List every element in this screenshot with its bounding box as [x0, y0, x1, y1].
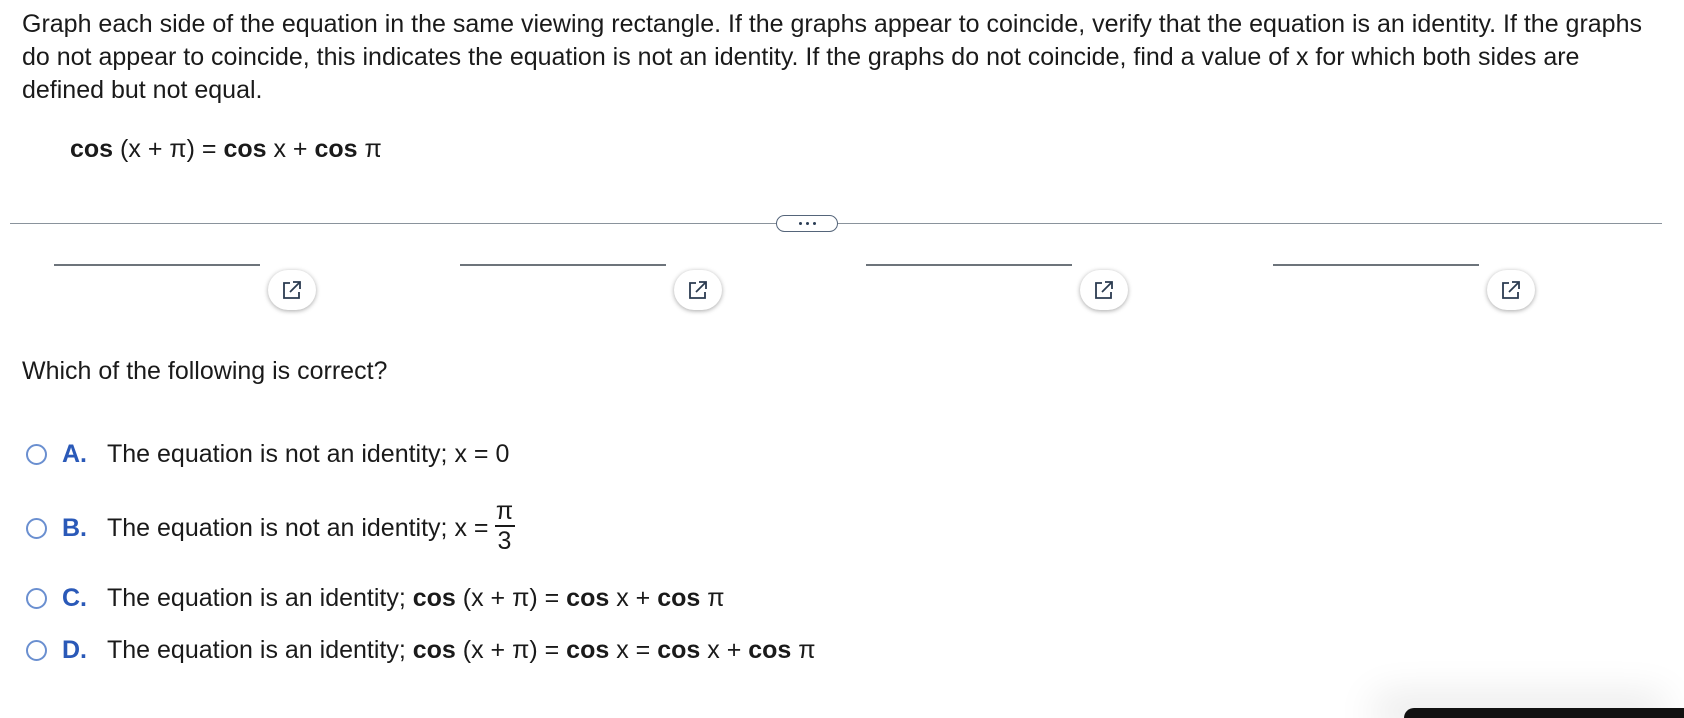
- option-d[interactable]: [26, 630, 816, 670]
- option-text: [107, 636, 816, 665]
- option-a[interactable]: [26, 434, 509, 474]
- radio-button-c[interactable]: [26, 588, 47, 609]
- radio-button-a[interactable]: [26, 444, 47, 465]
- option-expr-argument: x +: [700, 635, 749, 664]
- ellipsis-icon: [806, 222, 809, 225]
- equation-lhs-function: cos: [70, 135, 114, 163]
- graph-placeholder-line: [1273, 264, 1479, 266]
- radio-button-b[interactable]: [26, 518, 47, 539]
- open-external-icon: [687, 279, 709, 301]
- option-expr-argument: (x + π) =: [455, 635, 567, 664]
- option-expr-function: cos: [657, 635, 701, 664]
- option-expr-function: cos: [412, 635, 456, 664]
- enlarge-graph-button-3[interactable]: [1080, 270, 1128, 310]
- graph-placeholder-line: [54, 264, 260, 266]
- more-options-button[interactable]: [776, 215, 838, 232]
- option-expr-function: cos: [748, 635, 792, 664]
- instructions-text: Graph each side of the equation in the same viewing rectangle. If the graphs appear to coincide, verify that the equation is an identity. If the graphs do not appear to coincide, this indicates the equation is not an identity. If the graphs do not coincide, find a value of x for which both sides are defined but not equal.: [22, 10, 1642, 104]
- question-text: Which of the following is correct?: [22, 357, 388, 385]
- corner-panel: [1404, 708, 1684, 718]
- option-expr-function: cos: [566, 583, 610, 612]
- option-letter: D.: [62, 635, 87, 664]
- equation-rhs-function-2: cos: [314, 135, 358, 163]
- option-expr-function: cos: [566, 635, 610, 664]
- radio-button-d[interactable]: [26, 640, 47, 661]
- option-letter: C.: [62, 583, 87, 612]
- option-text: The equation is not an identity; x =: [107, 513, 489, 542]
- equation-rhs-argument-1: x +: [266, 135, 315, 163]
- equation-rhs-function-1: cos: [223, 135, 267, 163]
- graph-placeholder-line: [460, 264, 666, 266]
- option-expr-argument: π: [700, 583, 725, 612]
- option-text: [107, 584, 725, 613]
- open-external-icon: [281, 279, 303, 301]
- ellipsis-icon: [799, 222, 802, 225]
- option-b[interactable]: [26, 497, 515, 555]
- enlarge-graph-button-4[interactable]: [1487, 270, 1535, 310]
- option-c[interactable]: [26, 578, 725, 618]
- equation-rhs-argument-2: π: [357, 135, 382, 163]
- option-letter: B.: [62, 513, 87, 542]
- equation-lhs-argument: (x + π): [120, 135, 195, 163]
- option-expr-argument: x +: [609, 583, 658, 612]
- open-external-icon: [1500, 279, 1522, 301]
- fraction-numerator: π: [495, 497, 514, 526]
- ellipsis-icon: [813, 222, 816, 225]
- option-text-lead: The equation is an identity;: [107, 635, 413, 664]
- graph-slot-3: [866, 264, 1126, 314]
- fraction-denominator: 3: [497, 526, 512, 555]
- option-expr-function: cos: [412, 583, 456, 612]
- graph-slot-2: [460, 264, 720, 314]
- given-equation: [70, 132, 382, 166]
- option-expr-argument: x =: [609, 635, 658, 664]
- option-expr-function: cos: [657, 583, 701, 612]
- fraction: [495, 497, 515, 555]
- option-text-lead: The equation is an identity;: [107, 583, 413, 612]
- option-text: The equation is not an identity; x = 0: [107, 439, 510, 468]
- graph-placeholder-line: [866, 264, 1072, 266]
- option-expr-argument: π: [791, 635, 816, 664]
- graph-slot-1: [54, 264, 314, 314]
- option-expr-argument: (x + π) =: [455, 583, 567, 612]
- enlarge-graph-button-1[interactable]: [268, 270, 316, 310]
- open-external-icon: [1093, 279, 1115, 301]
- option-letter: A.: [62, 439, 87, 468]
- enlarge-graph-button-2[interactable]: [674, 270, 722, 310]
- equation-equals: =: [194, 135, 224, 163]
- graph-slot-4: [1273, 264, 1533, 314]
